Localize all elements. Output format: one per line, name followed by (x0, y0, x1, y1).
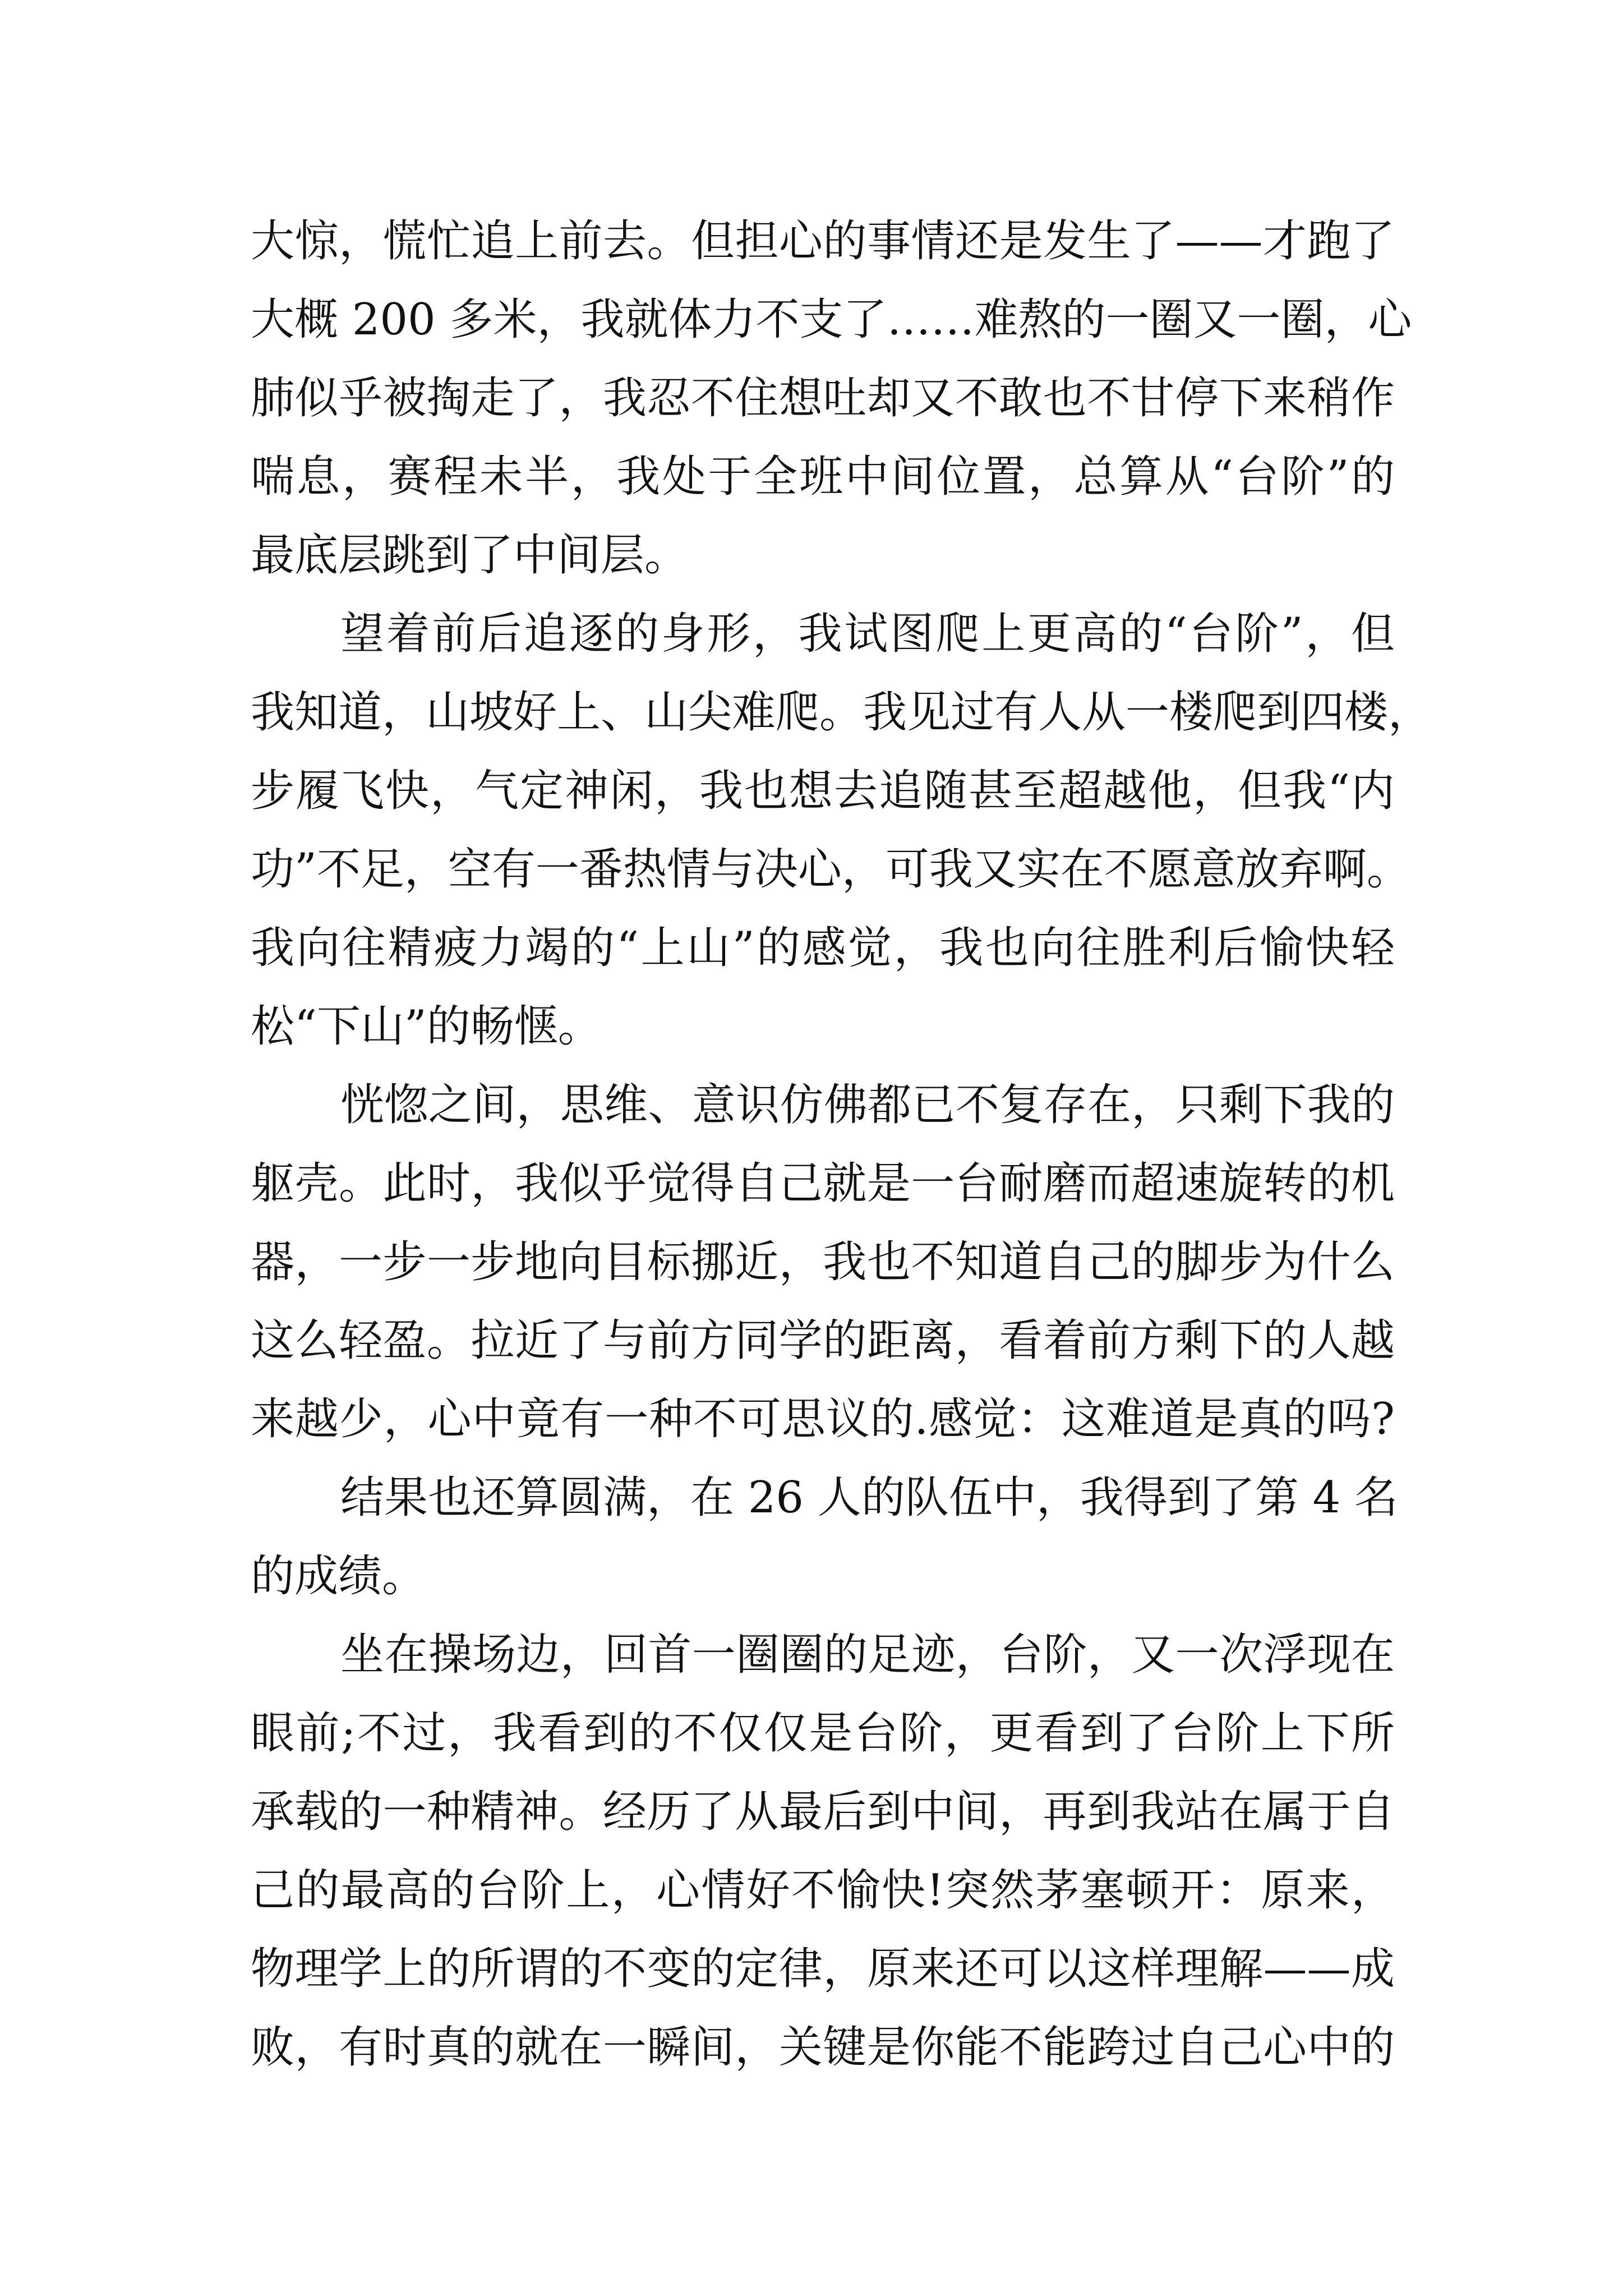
text-line: 功”不足，空有一番热情与决心，可我又实在不愿意放弃啊。 (251, 844, 1410, 895)
text-line: 来越少，心中竟有一种不可思议的.感觉：这难道是真的吗? (251, 1394, 1395, 1444)
text-line: 的成绩。 (251, 1551, 426, 1602)
text-line: 这么轻盈。拉近了与前方同学的距离，看着前方剩下的人越 (251, 1315, 1395, 1366)
text-line: 我知道，山坡好上、山尖难爬。我见过有人从一楼爬到四楼， (251, 687, 1432, 738)
paragraph-4 (251, 1458, 1399, 1616)
paragraph-3 (251, 1066, 1395, 1458)
text-line: 步履飞快，气定神闲，我也想去追随甚至超越他，但我“内 (251, 766, 1395, 816)
text-line: 肺似乎被掏走了，我忍不住想吐却又不敢也不甘停下来稍作 (251, 373, 1395, 424)
text-line: 结果也还算圆满，在 26 人的队伍中，我得到了第 4 名 (340, 1473, 1399, 1523)
text-line: 最底层跳到了中间层。 (251, 530, 689, 581)
text-line: 我向往精疲力竭的“上山”的感觉，我也向往胜利后愉快轻 (251, 923, 1395, 973)
paragraph-5 (251, 1616, 1395, 2087)
text-line: 躯壳。此时，我似乎觉得自己就是一台耐磨而超速旋转的机 (251, 1158, 1395, 1209)
text-line: 大概 200 多米，我就体力不支了……难熬的一圈又一圈，心 (251, 295, 1412, 345)
text-line: 恍惚之间，思维、意识仿佛都已不复存在，只剩下我的 (340, 1080, 1395, 1130)
text-line: 承载的一种精神。经历了从最后到中间，再到我站在属于自 (251, 1787, 1395, 1837)
text-line: 物理学上的所谓的不变的定律，原来还可以这样理解——成 (251, 1944, 1395, 1994)
text-line: 松“下山”的畅惬。 (251, 1001, 602, 1052)
paragraph-2 (251, 595, 1432, 1066)
text-line: 大惊，慌忙追上前去。但担心的事情还是发生了——才跑了 (251, 216, 1395, 266)
text-line: 望着前后追逐的身形，我试图爬上更高的“台阶”，但 (340, 609, 1395, 659)
text-line: 坐在操场边，回首一圈圈的足迹，台阶，又一次浮现在 (340, 1630, 1395, 1680)
text-line: 眼前;不过，我看到的不仅仅是台阶，更看到了台阶上下所 (251, 1708, 1395, 1759)
document-body (251, 202, 1432, 2087)
paragraph-1 (251, 202, 1412, 595)
text-line: 己的最高的台阶上，心情好不愉快!突然茅塞顿开：原来， (251, 1865, 1395, 1916)
text-line: 器，一步一步地向目标挪近，我也不知道自己的脚步为什么 (251, 1237, 1395, 1287)
text-line: 败，有时真的就在一瞬间，关键是你能不能跨过自己心中的 (251, 2022, 1395, 2073)
text-line: 喘息，赛程未半，我处于全班中间位置，总算从“台阶”的 (251, 452, 1395, 502)
